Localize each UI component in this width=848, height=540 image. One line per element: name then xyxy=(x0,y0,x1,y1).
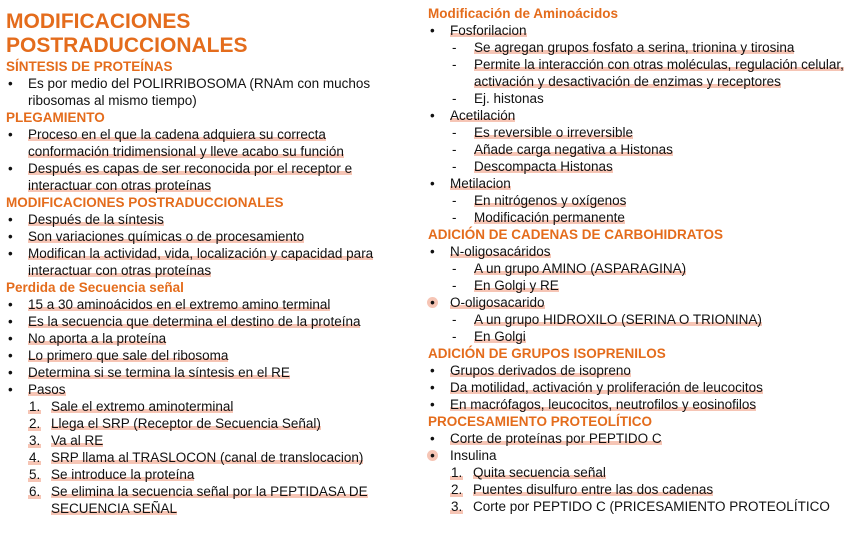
bullet-item xyxy=(428,396,844,413)
bullet-text: 15 a 30 aminoácidos en el extremo amino terminal xyxy=(28,297,331,312)
page-title xyxy=(6,10,410,58)
bullet-text: Metilacion xyxy=(450,176,511,191)
step-number: 2. xyxy=(29,416,41,431)
section-heading-carbohidratos: ADICIÓN DE CADENAS DE CARBOHIDRATOS xyxy=(428,227,724,242)
numbered-step xyxy=(428,464,844,481)
dash-item xyxy=(428,209,844,226)
bullet-item xyxy=(428,107,844,124)
bullet-item xyxy=(6,313,410,330)
bullet-item xyxy=(428,22,844,39)
dash-text: Añade carga negativa a Histonas xyxy=(474,142,673,157)
step-number: 2. xyxy=(451,482,463,497)
section-heading-plegamiento: PLEGAMIENTO xyxy=(6,110,105,125)
step-text: Llega el SRP (Receptor de Secuencia Señal) xyxy=(51,416,321,431)
right-column xyxy=(428,0,844,515)
step-number: 3. xyxy=(451,499,463,514)
bullet-text: Después es capas de ser reconocida por el receptor e interactuar con otras proteínas xyxy=(28,161,353,193)
title-line-1: MODIFICACIONES xyxy=(6,10,191,33)
bullet-item xyxy=(6,211,410,228)
bullet-item xyxy=(6,364,410,381)
dash-text: En Golgi xyxy=(474,329,526,344)
bullet-text: Lo primero que sale del ribosoma xyxy=(28,348,229,363)
numbered-step xyxy=(6,398,410,415)
bullet-text: Proceso en el que la cadena adquiera su correcta conformación tridimensional y lleve acabo su función xyxy=(28,127,344,159)
section-heading-isoprenilos: ADICIÓN DE GRUPOS ISOPRENILOS xyxy=(428,346,666,361)
bullet-item xyxy=(428,379,844,396)
left-column xyxy=(6,0,410,517)
dash-item xyxy=(428,260,844,277)
step-number: 1. xyxy=(451,465,463,480)
step-text: Quita secuencia señal xyxy=(473,465,606,480)
dash-item xyxy=(428,124,844,141)
bullet-text: Corte de proteínas por PEPTIDO C xyxy=(450,431,662,446)
step-number: 1. xyxy=(29,399,41,414)
numbered-step xyxy=(428,498,844,515)
dash-item xyxy=(428,311,844,328)
bullet-text: Son variaciones químicas o de procesamiento xyxy=(28,229,305,244)
step-text: Se elimina la secuencia señal por la PEPTIDASA DE SECUENCIA SEÑAL xyxy=(51,484,368,516)
bullet-text: Modifican la actividad, vida, localización y capacidad para interactuar con otras proteínas xyxy=(28,246,374,278)
dash-item xyxy=(428,56,844,90)
bullet-text: Da motilidad, activación y proliferación de leucocitos xyxy=(450,380,763,395)
step-text: Sale el extremo aminoterminal xyxy=(51,399,234,414)
bullet-item xyxy=(6,126,410,160)
bullet-item: • Insulina xyxy=(428,447,844,464)
bullet-item xyxy=(6,296,410,313)
dash-item xyxy=(428,141,844,158)
section-heading-modificaciones: MODIFICACIONES POSTRADUCCIONALES xyxy=(6,195,284,210)
section-heading-aminoacidos: Modificación de Aminoácidos xyxy=(428,6,619,21)
bullet-item xyxy=(6,330,410,347)
dash-text: En Golgi y RE xyxy=(474,278,559,293)
bullet-item xyxy=(6,381,410,398)
numbered-step xyxy=(6,415,410,432)
step-number: 3. xyxy=(29,433,41,448)
dash-text: A un grupo HIDROXILO (SERINA O TRIONINA) xyxy=(474,312,762,327)
bullet-text: Después de la síntesis xyxy=(28,212,164,227)
bullet-item xyxy=(428,243,844,260)
step-number: 4. xyxy=(29,450,41,465)
dash-text: Descompacta Histonas xyxy=(474,159,613,174)
dash-text: Permite la interacción con otras moléculas, regulación celular, activación y desactivación de enzimas y receptores xyxy=(474,57,844,89)
dash-item xyxy=(428,158,844,175)
step-text: SRP llama al TRASLOCON (canal de translocacion) xyxy=(51,450,364,465)
numbered-step xyxy=(6,483,410,517)
dash-text: Se agregan grupos fosfato a serina, trionina y tirosina xyxy=(474,40,795,55)
numbered-step xyxy=(6,449,410,466)
bullet-item xyxy=(6,245,410,279)
step-text: Se introduce la proteína xyxy=(51,467,195,482)
step-text: Puentes disulfuro entre las dos cadenas xyxy=(473,482,714,497)
bullet-text: Es la secuencia que determina el destino de la proteína xyxy=(28,314,361,329)
bullet-text: En macrófagos, leucocitos, neutrofilos y eosinofilos xyxy=(450,397,757,412)
bullet-item xyxy=(428,175,844,192)
bullet-text: Fosforilacion xyxy=(450,23,527,38)
section-heading-proteolitico: PROCESAMIENTO PROTEOLÍTICO xyxy=(428,414,653,429)
title-line-2: POSTRADUCCIONALES xyxy=(6,34,248,57)
step-number: 5. xyxy=(29,467,41,482)
step-text: Corte por PEPTIDO C (PRICESAMIENTO PROTEOLÍTICO xyxy=(473,499,830,514)
dash-item: - Ej. histonas xyxy=(428,90,844,107)
section-heading-perdida: Perdida de Secuencia señal xyxy=(6,280,184,295)
bullet-item xyxy=(428,430,844,447)
section-heading-sintesis: SÍNTESIS DE PROTEÍNAS xyxy=(6,59,173,74)
dash-text: En nitrógenos y oxígenos xyxy=(474,193,627,208)
dash-item xyxy=(428,277,844,294)
dash-text: Modificación permanente xyxy=(474,210,625,225)
bullet-text: Pasos xyxy=(28,382,66,397)
bullet-item xyxy=(6,347,410,364)
bullet-text: Determina si se termina la síntesis en el RE xyxy=(28,365,290,380)
bullet-text: N-oligosacáridos xyxy=(450,244,551,259)
bullet-item xyxy=(6,228,410,245)
numbered-step xyxy=(6,466,410,483)
dash-text: Es reversible o irreversible xyxy=(474,125,634,140)
dash-text: A un grupo AMINO (ASPARAGINA) xyxy=(474,261,687,276)
bullet-item xyxy=(428,362,844,379)
dash-item xyxy=(428,192,844,209)
bullet-text: O-oligosacarido xyxy=(450,295,545,310)
dash-item xyxy=(428,39,844,56)
bullet-text: No aporta a la proteína xyxy=(28,331,167,346)
bullet-item xyxy=(428,294,844,311)
numbered-step xyxy=(428,481,844,498)
bullet-item xyxy=(6,160,410,194)
step-text: Va al RE xyxy=(51,433,104,448)
step-number: 6. xyxy=(29,484,41,499)
numbered-step xyxy=(6,432,410,449)
bullet-text: Acetilación xyxy=(450,108,516,123)
bullet-item: • Es por medio del POLIRRIBOSOMA (RNAm con muchos ribosomas al mismo tiempo) xyxy=(6,75,410,109)
dash-item xyxy=(428,328,844,345)
bullet-text: Grupos derivados de isopreno xyxy=(450,363,631,378)
